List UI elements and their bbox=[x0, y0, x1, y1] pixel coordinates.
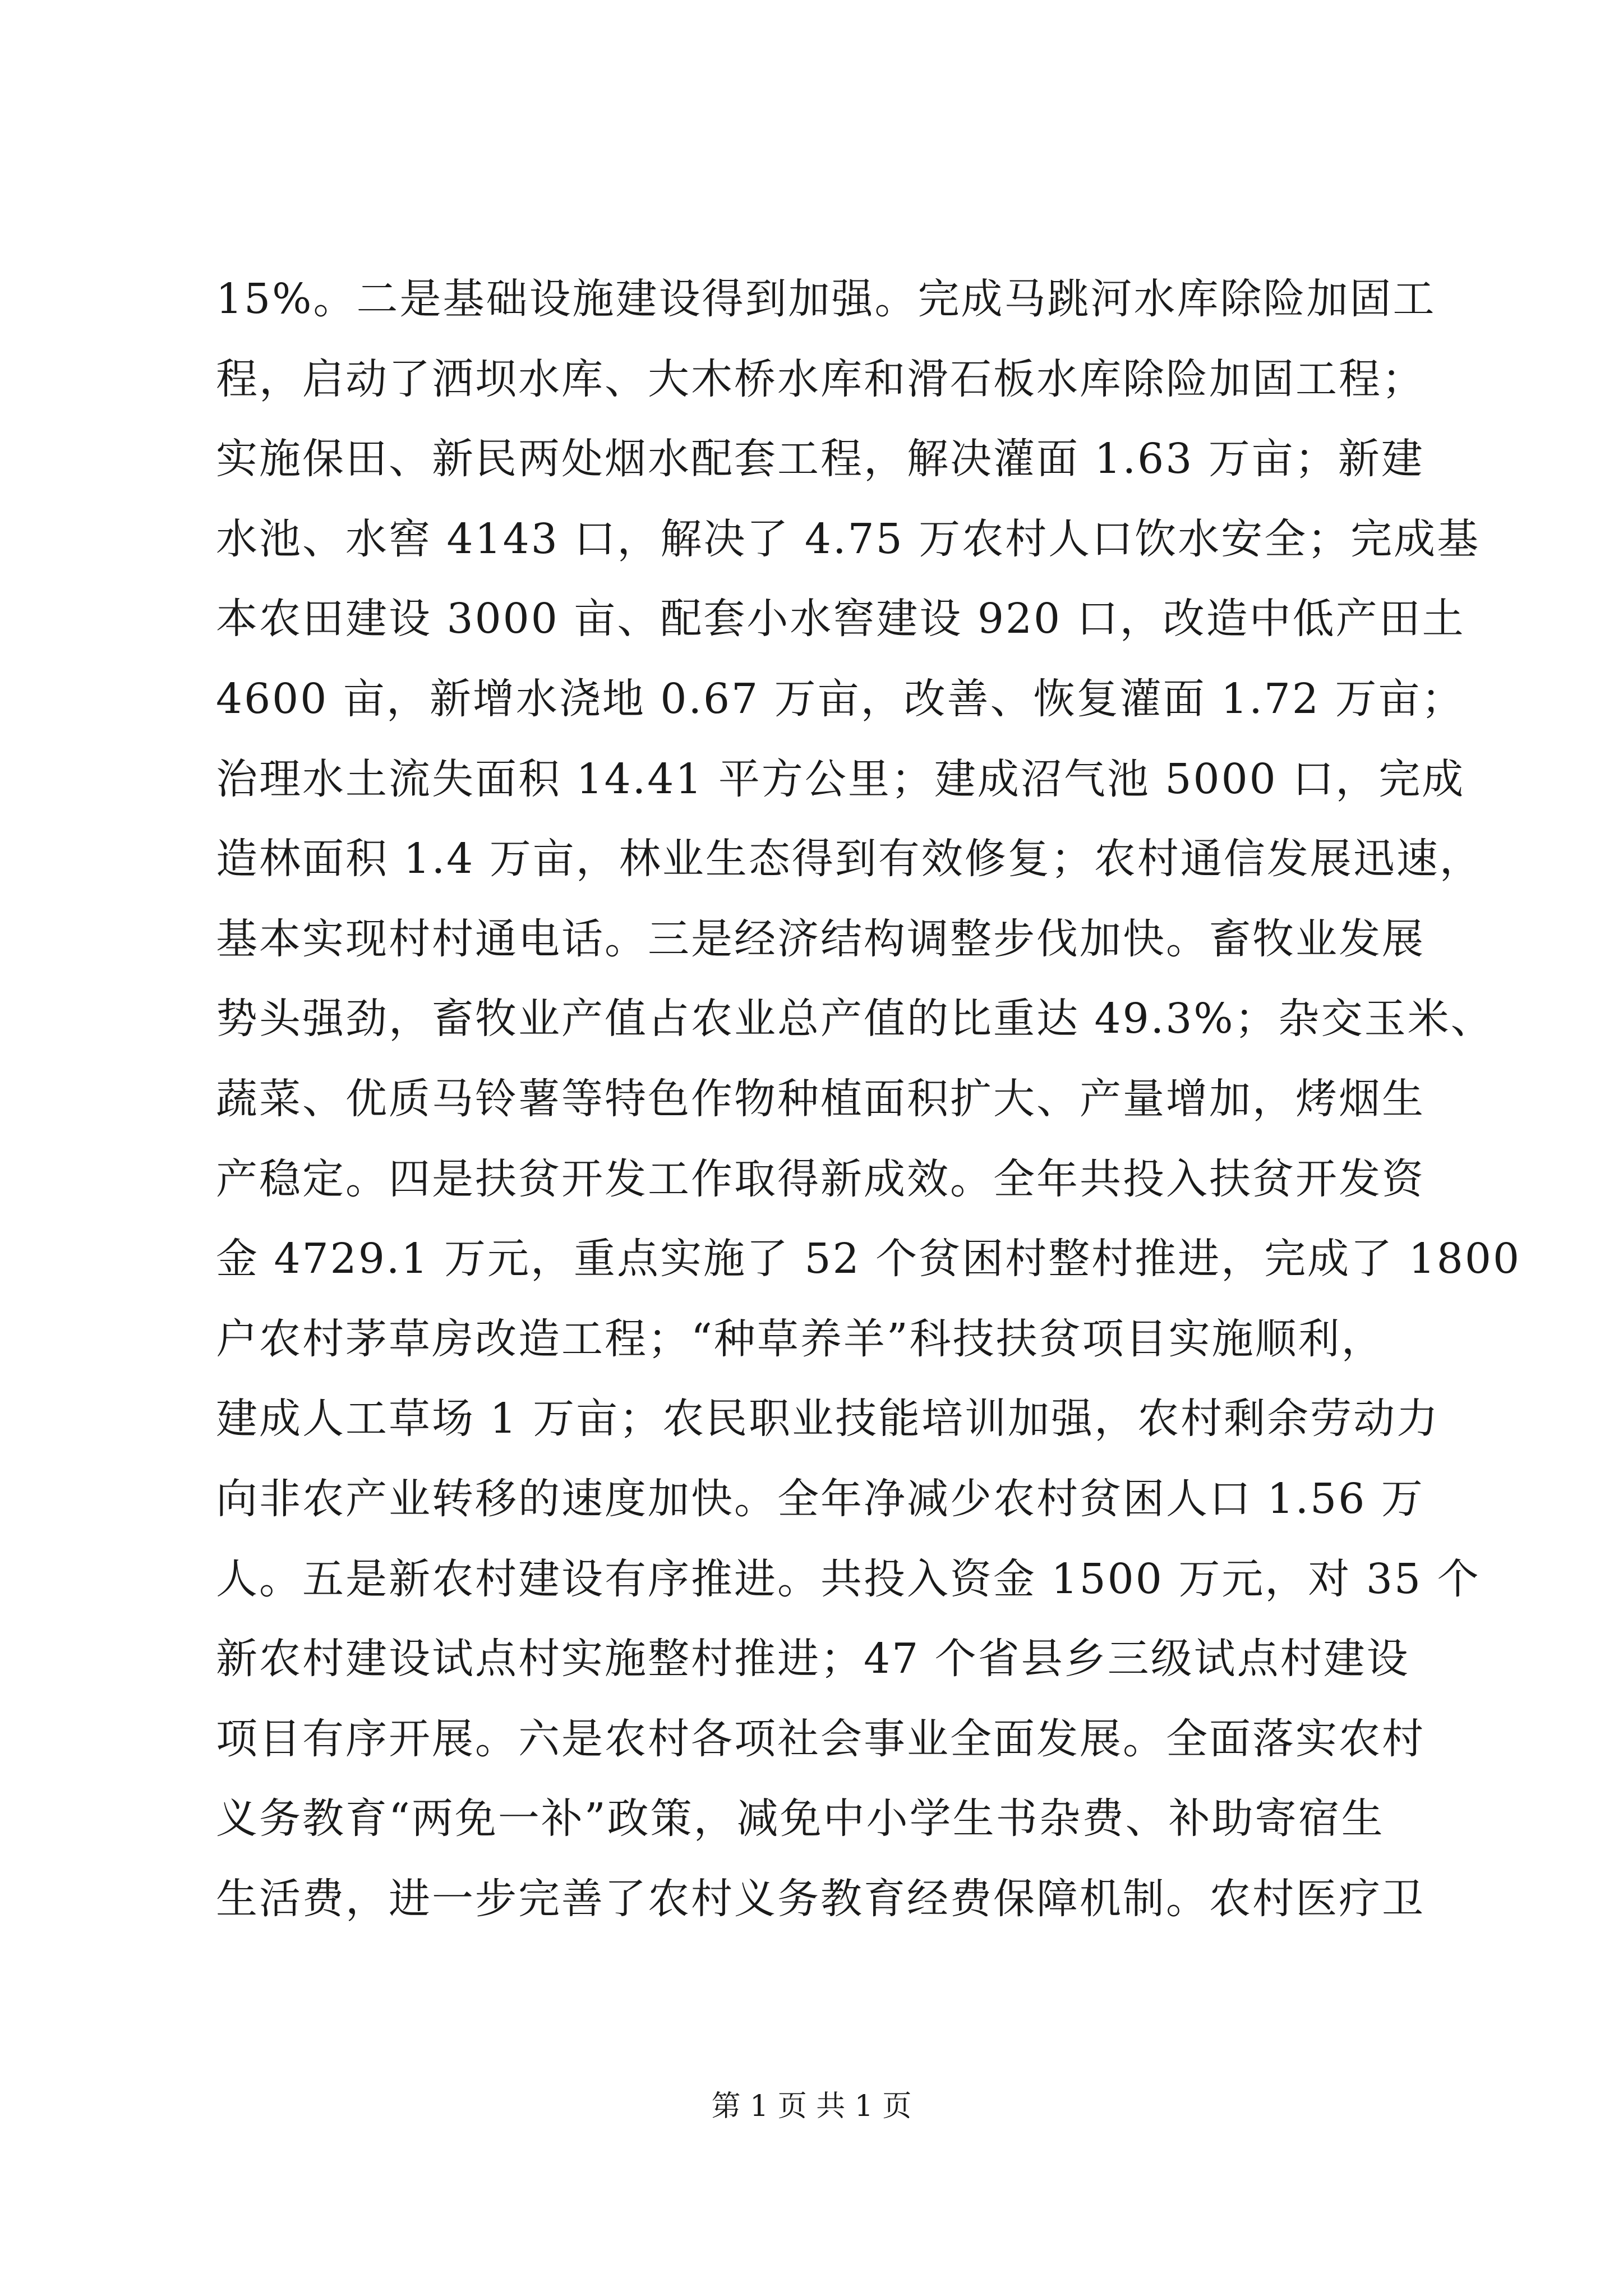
text-line: 治理水土流失面积 14.41 平方公里；建成沼气池 5000 口，完成 bbox=[216, 754, 1465, 803]
text-line: 金 4729.1 万元，重点实施了 52 个贫困村整村推进，完成了 1800 bbox=[216, 1235, 1521, 1283]
text-line: 4600 亩，新增水浇地 0.67 万亩，改善、恢复灌面 1.72 万亩； bbox=[216, 674, 1465, 723]
page-number-footer: 第 1 页 共 1 页 bbox=[711, 2090, 912, 2123]
text-line: 15%。二是基础设施建设得到加强。完成马跳河水库除险加固工 bbox=[216, 275, 1436, 323]
text-line: 义务教育“两免一补”政策，减免中小学生书杂费、补助寄宿生 bbox=[216, 1795, 1385, 1843]
text-line: 向非农产业转移的速度加快。全年净减少农村贫困人口 1.56 万 bbox=[216, 1474, 1424, 1523]
text-line: 造林面积 1.4 万亩，林业生态得到有效修复；农村通信发展迅速， bbox=[216, 835, 1483, 884]
text-line: 户农村茅草房改造工程；“种草养羊”科技扶贫项目实施顺利， bbox=[216, 1314, 1385, 1363]
text-line: 程，启动了洒坝水库、大木桥水库和滑石板水库除险加固工程； bbox=[216, 355, 1425, 403]
text-line: 蔬菜、优质马铃薯等特色作物种植面积扩大、产量增加，烤烟生 bbox=[216, 1074, 1425, 1123]
text-line: 项目有序开展。六是农村各项社会事业全面发展。全面落实农村 bbox=[216, 1714, 1425, 1763]
text-line: 基本实现村村通电话。三是经济结构调整步伐加快。畜牧业发展 bbox=[216, 914, 1425, 963]
text-line: 水池、水窖 4143 口，解决了 4.75 万农村人口饮水安全；完成基 bbox=[216, 514, 1481, 563]
text-line: 产稳定。四是扶贫开发工作取得新成效。全年共投入扶贫开发资 bbox=[216, 1154, 1425, 1203]
text-line: 本农田建设 3000 亩、配套小水窖建设 920 口，改造中低产田土 bbox=[216, 595, 1465, 643]
text-line: 生活费，进一步完善了农村义务教育经费保障机制。农村医疗卫 bbox=[216, 1874, 1425, 1923]
body-text bbox=[216, 259, 1521, 1939]
text-line: 势头强劲，畜牧业产值占农业总产值的比重达 49.3%；杂交玉米、 bbox=[216, 995, 1494, 1043]
text-line: 新农村建设试点村实施整村推进；47 个省县乡三级试点村建设 bbox=[216, 1635, 1410, 1683]
text-line: 人。五是新农村建设有序推进。共投入资金 1500 万元，对 35 个 bbox=[216, 1554, 1481, 1603]
text-line: 实施保田、新民两处烟水配套工程，解决灌面 1.63 万亩；新建 bbox=[216, 435, 1424, 484]
text-line: 建成人工草场 1 万亩；农民职业技能培训加强，农村剩余劳动力 bbox=[216, 1395, 1440, 1443]
